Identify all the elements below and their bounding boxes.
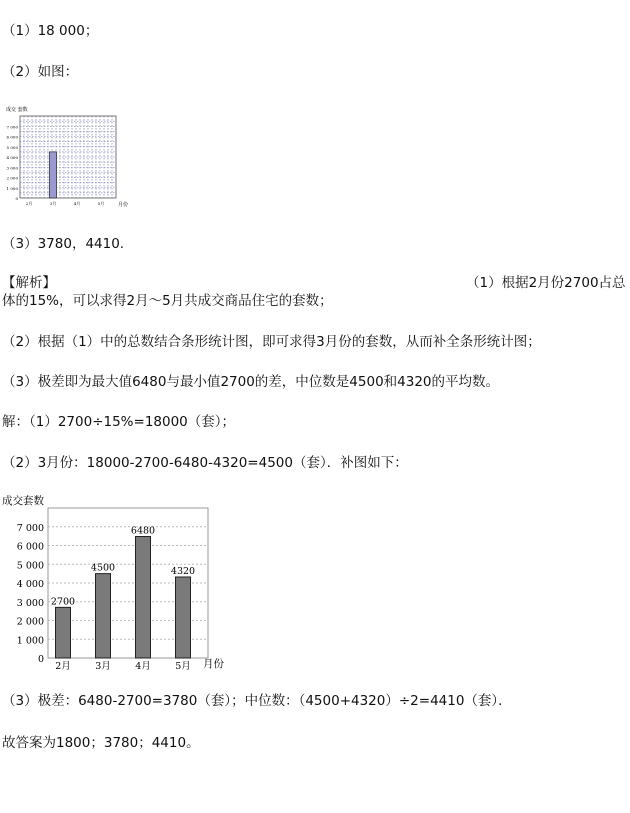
analysis-point-1-start: （1）根据2月份2700占总	[466, 275, 626, 291]
x-axis-title: 月份	[203, 658, 224, 670]
analysis-point-2: （2）根据（1）中的总数结合条形统计图，即可求得3月份的套数，从而补全条形统计图；	[2, 334, 541, 350]
mini-x-tick-label: 5月	[97, 201, 105, 206]
mini-y-tick-label: 1 000	[6, 185, 18, 191]
mini-bar-chart	[4, 104, 144, 212]
mini-y-axis-title: 成交 套数	[6, 107, 28, 113]
solution-1: 解：（1）2700÷15%=18000（套）；	[2, 414, 236, 430]
solution-3: （3）极差：6480-2700=3780（套）；中位数：（4500+4320）÷2=4410（套）．	[2, 693, 512, 709]
x-tick-label: 3月	[95, 661, 111, 670]
y-tick-label: 1 000	[16, 635, 44, 647]
mini-y-tick-label: 4 000	[6, 155, 18, 160]
mini-y-tick-label: 6 000	[6, 134, 18, 140]
y-tick-label: 2 000	[16, 616, 44, 628]
bar-3月	[96, 574, 111, 658]
data-label: 2700	[50, 596, 76, 608]
mini-x-tick-label: 3月	[49, 201, 57, 206]
data-label: 4320	[170, 566, 196, 577]
solution-2: （2）3月份：18000-2700-6480-4320=4500（套）．补图如下：	[2, 455, 408, 471]
y-tick-label: 6 000	[16, 541, 44, 553]
mini-x-axis-title: 月份	[118, 202, 129, 208]
mini-y-tick-label: 0	[15, 196, 18, 201]
mini-gridlines	[20, 116, 116, 198]
analysis-point-3: （3）极差即为最大值6480与最小值2700的差，中位数是4500和4320的平均数。	[2, 374, 500, 390]
x-tick-label: 5月	[175, 661, 191, 670]
y-axis-title: 成交套数	[2, 495, 44, 507]
completed-bar-chart	[0, 490, 240, 670]
y-tick-label: 4 000	[16, 579, 44, 590]
analysis-heading: 【解析】	[2, 275, 56, 291]
y-tick-label: 5 000	[16, 560, 44, 572]
data-label: 4500	[90, 562, 116, 574]
mini-y-tick-label: 5 000	[6, 144, 18, 150]
mini-bar-3月	[50, 152, 57, 198]
y-tick-label: 3 000	[16, 597, 44, 609]
bar-2月	[56, 607, 71, 658]
analysis-point-1-cont: 体的15%，可以求得2月～5月共成交商品住宅的套数；	[2, 293, 333, 309]
mini-x-tick-label: 2月	[25, 201, 33, 206]
answer-1: （1）18 000；	[2, 23, 99, 39]
x-tick-label: 2月	[55, 661, 71, 670]
bar-5月	[176, 577, 191, 658]
y-tick-labels	[17, 523, 44, 665]
answer-3: （3）3780，4410.	[2, 236, 125, 252]
y-tick-label: 7 000	[16, 522, 44, 534]
answer-2: （2）如图：	[2, 64, 79, 80]
mini-y-tick-label: 2 000	[6, 175, 18, 181]
y-tick-label: 0	[37, 654, 44, 665]
x-tick-label: 4月	[135, 661, 151, 670]
mini-x-tick-label: 4月	[73, 201, 81, 206]
x-tick-labels	[55, 661, 191, 670]
bar-4月	[136, 537, 151, 659]
mini-y-tick-label: 7 000	[6, 124, 18, 130]
final-answer: 故答案为1800；3780；4410。	[2, 735, 200, 751]
data-label: 6480	[130, 525, 156, 537]
mini-y-tick-label: 3 000	[6, 165, 18, 171]
